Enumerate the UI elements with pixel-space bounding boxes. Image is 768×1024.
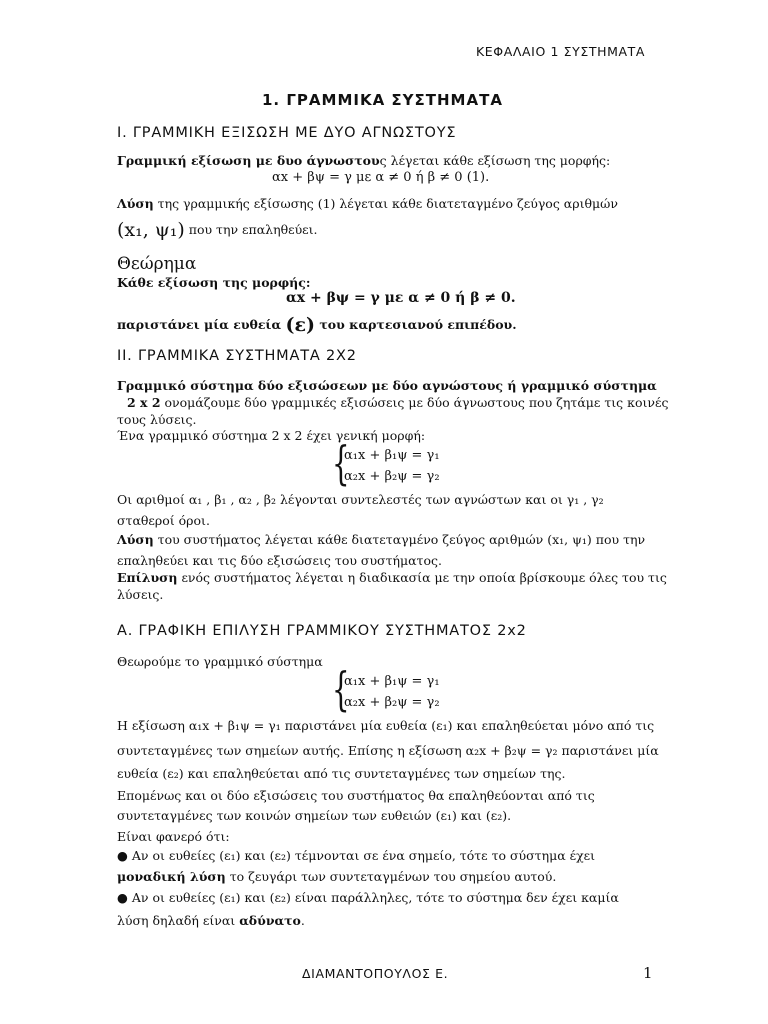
section-heading-1: Ι. ΓΡΑΜΜΙΚΗ ΕΞΙΣΩΣΗ ΜΕ ΔΥΟ ΑΓΝΩΣΤΟΥΣ [117, 125, 457, 141]
theorem-line1: Κάθε εξίσωση της μορφής: [117, 275, 311, 290]
system-brace: { [332, 436, 350, 490]
system-eq-2: α₂x + β₂ψ = γ₂ [344, 469, 440, 484]
theorem-equation: αx + βψ = γ με α ≠ 0 ή β ≠ 0. [286, 290, 516, 306]
section-heading-a: Α. ΓΡΑΦΙΚΗ ΕΠΙΛΥΣΗ ΓΡΑΜΜΙΚΟΥ ΣΥΣΤΗΜΑΤΟΣ 2x2 [117, 623, 527, 639]
paragraph-line5: συντεταγμένες των κοινών σημείων των ευθειών (ε₁) και (ε₂). [117, 808, 512, 823]
solving-definition-line1: Επίλυση ενός συστήματος λέγεται η διαδικασία με την οποία βρίσκουμε όλες του τις [117, 570, 667, 585]
paragraph-line6: Είναι φανερό ότι: [117, 829, 230, 844]
system-a-eq-1: α₁x + β₁ψ = γ₁ [344, 674, 440, 689]
general-form-text: Ένα γραμμικό σύστημα 2 x 2 έχει γενική μορφή: [117, 428, 426, 443]
definition-linear-equation: Γραμμική εξίσωση με δυο άγνωστους λέγεται κάθε εξίσωση της μορφής: [117, 153, 611, 168]
solution-definition-line2: (x₁, ψ₁) που την επαληθεύει. [117, 219, 318, 241]
system-eq-1: α₁x + β₁ψ = γ₁ [344, 448, 440, 463]
system-definition-line2: 2 x 2 ονομάζουμε δύο γραμμικές εξισώσεις με δύο άγνωστους που ζητάμε τις κοινές [127, 395, 669, 410]
solution-definition-line1: Λύση της γραμμικής εξίσωσης (1) λέγεται κάθε διατεταγμένο ζεύγος αριθμών [117, 196, 618, 211]
system-a-eq-2: α₂x + β₂ψ = γ₂ [344, 695, 440, 710]
system-definition-line3: τους λύσεις. [117, 412, 197, 427]
system-solution-line1: Λύση του συστήματος λέγεται κάθε διατεταγμένο ζεύγος αριθμών (x₁, ψ₁) που την [117, 532, 646, 547]
footer-author: ΔΙΑΜΑΝΤΟΠΟΥΛΟΣ Ε. [302, 966, 449, 981]
paragraph-line2: συντεταγμένες των σημείων αυτής. Επίσης η εξίσωση α₂x + β₂ψ = γ₂ παριστάνει μία [117, 743, 659, 758]
consider-system-text: Θεωρούμε το γραμμικό σύστημα [117, 654, 323, 669]
paragraph-line4: Επομένως και οι δύο εξισώσεις του συστήματος θα επαληθεύονται από τις [117, 788, 595, 803]
definition-term: Γραμμική εξίσωση με δυο άγνωστου [117, 153, 380, 168]
system-solution-line2: επαληθεύει και τις δύο εξισώσεις του συστήματος. [117, 553, 442, 568]
theorem-line3: παριστάνει μία ευθεία (ε) του καρτεσιανού επιπέδου. [117, 314, 517, 336]
equation-general-form: αx + βψ = γ με α ≠ 0 ή β ≠ 0 (1). [272, 170, 490, 185]
paragraph-line1: Η εξίσωση α₁x + β₁ψ = γ₁ παριστάνει μία ευθεία (ε₁) και επαληθεύεται μόνο από τις [117, 718, 655, 733]
bullet-2-line1: ● Αν οι ευθείες (ε₁) και (ε₂) είναι παράλληλες, τότε το σύστημα δεν έχει καμία [117, 890, 619, 905]
bullet-1-line2: μοναδική λύση το ζευγάρι των συντεταγμένων του σημείου αυτού. [117, 869, 557, 884]
section-heading-2: ΙΙ. ΓΡΑΜΜΙΚΑ ΣΥΣΤΗΜΑΤΑ 2Χ2 [117, 348, 357, 364]
system-definition-line1: Γραμμικό σύστημα δύο εξισώσεων με δύο αγνώστους ή γραμμικό σύστημα [117, 378, 657, 393]
chapter-header: ΚΕΦΑΛΑΙΟ 1 ΣΥΣΤΗΜΑΤΑ [476, 44, 646, 59]
coefficients-line1: Οι αριθμοί α₁ , β₁ , α₂ , β₂ λέγονται συντελεστές των αγνώστων και οι γ₁ , γ₂ [117, 492, 604, 507]
solving-definition-line2: λύσεις. [117, 587, 164, 602]
bullet-1-line1: ● Αν οι ευθείες (ε₁) και (ε₂) τέμνονται σε ένα σημείο, τότε το σύστημα έχει [117, 848, 596, 863]
theorem-heading: Θεώρημα [117, 254, 197, 274]
paragraph-line3: ευθεία (ε₂) και επαληθεύεται από τις συντεταγμένες των σημείων της. [117, 766, 566, 781]
page-title: 1. ΓΡΑΜΜΙΚΑ ΣΥΣΤΗΜΑΤΑ [262, 91, 503, 109]
page-number: 1 [643, 964, 653, 982]
coefficients-line2: σταθεροί όροι. [117, 513, 210, 528]
bullet-2-line2: λύση δηλαδή είναι αδύνατο. [117, 913, 305, 928]
system-brace-a: { [332, 662, 350, 716]
